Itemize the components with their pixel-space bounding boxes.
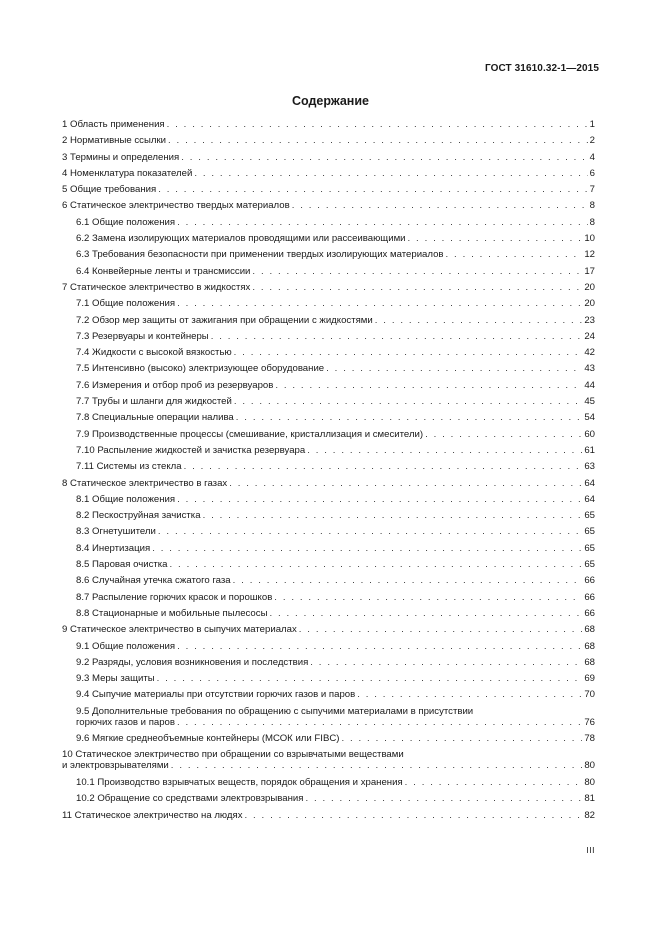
toc-entry[interactable] bbox=[62, 184, 595, 200]
toc-entry[interactable] bbox=[62, 749, 595, 777]
toc-entry-title: 4 Номенклатура показателей bbox=[62, 167, 193, 179]
dot-leader bbox=[275, 380, 582, 391]
toc-page-number: 4 bbox=[589, 151, 595, 163]
toc-page-number: 68 bbox=[584, 656, 595, 668]
dot-leader bbox=[234, 396, 582, 407]
toc-entry-title: 6.1 Общие положения bbox=[76, 216, 176, 228]
toc-entry[interactable] bbox=[62, 217, 595, 233]
toc-entry[interactable] bbox=[62, 624, 595, 640]
toc-page-number: 60 bbox=[584, 428, 595, 440]
toc-entry[interactable] bbox=[62, 689, 595, 705]
toc-entry-title: 1 Область применения bbox=[62, 119, 165, 130]
toc-entry-title: 6 Статическое электричество твердых материалов bbox=[62, 200, 290, 212]
toc-page-number: 7 bbox=[589, 184, 595, 196]
toc-entry-title: 8.7 Распыление горючих красок и порошков bbox=[76, 591, 273, 603]
toc-entry[interactable] bbox=[62, 733, 595, 749]
dot-leader bbox=[446, 249, 583, 260]
toc-page-number: 68 bbox=[584, 640, 595, 652]
toc-entry-title: 8 Статическое электричество в газах bbox=[62, 477, 228, 489]
toc-entry-title: 7.9 Производственные процессы (смешивание, кристаллизация и смесители) bbox=[76, 428, 424, 440]
toc-entry[interactable] bbox=[62, 429, 595, 445]
standard-designation: ГОСТ 31610.32-1—2015 bbox=[484, 63, 599, 74]
toc-page-number: 20 bbox=[584, 298, 595, 310]
toc-entry-title: 8.5 Паровая очистка bbox=[76, 559, 168, 571]
dot-leader bbox=[168, 135, 588, 146]
toc-entry[interactable] bbox=[62, 810, 595, 826]
toc-entry-title: 7.3 Резервуары и контейнеры bbox=[76, 330, 209, 342]
toc-page-number: 54 bbox=[584, 412, 595, 424]
toc-page-number: 61 bbox=[584, 444, 595, 456]
toc-entry[interactable] bbox=[62, 526, 595, 542]
toc-page-number: 65 bbox=[584, 510, 595, 522]
toc-page-number: 65 bbox=[584, 526, 595, 538]
toc-entry[interactable] bbox=[62, 777, 595, 793]
toc-entry[interactable] bbox=[62, 152, 595, 168]
toc-page-number: 81 bbox=[584, 793, 595, 805]
toc-page-number: 8 bbox=[589, 216, 595, 228]
dot-leader bbox=[236, 412, 583, 423]
toc-page-number: 66 bbox=[584, 591, 595, 603]
toc-page-number: 23 bbox=[584, 314, 595, 326]
toc-page-number: 2 bbox=[589, 135, 595, 147]
toc-page-number: 80 bbox=[584, 776, 595, 788]
toc-title: Содержание bbox=[291, 94, 369, 108]
toc-entry-title: 8.4 Инертизация bbox=[76, 542, 151, 554]
toc-page-number: 65 bbox=[584, 542, 595, 554]
dot-leader bbox=[170, 559, 583, 570]
toc-entry-title: 9.6 Мягкие среднеобъемные контейнеры (МСОК или FIBC) bbox=[76, 733, 340, 745]
toc-page-number: 64 bbox=[584, 493, 595, 505]
dot-leader bbox=[211, 331, 583, 342]
toc-entry-title: 9.1 Общие положения bbox=[76, 640, 176, 652]
dot-leader bbox=[245, 810, 583, 821]
toc-entry[interactable] bbox=[62, 706, 595, 734]
toc-entry-title: 8.2 Пескоструйная зачистка bbox=[76, 510, 201, 522]
toc-entry[interactable] bbox=[62, 315, 595, 331]
dot-leader bbox=[269, 608, 582, 619]
toc-entry[interactable] bbox=[62, 445, 595, 461]
toc-entry[interactable] bbox=[62, 249, 595, 265]
toc-page-number: 43 bbox=[584, 363, 595, 375]
toc-entry[interactable] bbox=[62, 673, 595, 689]
toc-entry-title: 3 Термины и определения bbox=[62, 151, 180, 163]
toc-entry-title: 10.1 Производство взрывчатых веществ, порядок обращения и хранения bbox=[76, 776, 403, 788]
dot-leader bbox=[194, 168, 587, 179]
toc-entry-title: 8.8 Стационарные и мобильные пылесосы bbox=[76, 607, 268, 619]
toc-page-number: 78 bbox=[584, 733, 595, 745]
toc-entry-title-continuation: и электровзрывателями bbox=[62, 760, 169, 772]
toc-entry-title: 7.5 Интенсивно (высоко) электризующее оборудование bbox=[76, 363, 325, 375]
dot-leader bbox=[158, 184, 587, 195]
dot-leader bbox=[357, 689, 582, 700]
toc-page-number: 66 bbox=[584, 607, 595, 619]
toc-entry[interactable] bbox=[62, 331, 595, 347]
toc-entry-title: 7.6 Измерения и отбор проб из резервуаров bbox=[76, 379, 274, 391]
toc-entry[interactable] bbox=[62, 461, 595, 477]
toc-page-number: 76 bbox=[584, 716, 595, 728]
toc-entry-title-continuation: горючих газов и паров bbox=[76, 716, 175, 728]
toc-entry[interactable] bbox=[62, 266, 595, 282]
toc-entry[interactable] bbox=[62, 608, 595, 624]
toc-page-number: 10 bbox=[584, 233, 595, 245]
dot-leader bbox=[171, 760, 583, 771]
dot-leader bbox=[167, 119, 588, 130]
toc-entry-title: 9.2 Разряды, условия возникновения и последствия bbox=[76, 656, 309, 668]
toc-entry-title: 7.11 Системы из стекла bbox=[76, 461, 182, 473]
toc-entry[interactable] bbox=[62, 363, 595, 379]
toc-entry[interactable] bbox=[62, 200, 595, 216]
toc-entry-title: 10 Статическое электричество при обращении со взрывчатыми веществами bbox=[62, 749, 404, 761]
dot-leader bbox=[408, 233, 583, 244]
toc-entry-title: 5 Общие требования bbox=[62, 184, 157, 196]
toc-entry-title: 7.10 Распыление жидкостей и зачистка резервуара bbox=[76, 444, 306, 456]
dot-leader bbox=[233, 575, 583, 586]
toc-entry-title: 8.1 Общие положения bbox=[76, 493, 176, 505]
toc-entry[interactable] bbox=[62, 119, 595, 135]
toc-entry[interactable] bbox=[62, 478, 595, 494]
toc-entry[interactable] bbox=[62, 298, 595, 314]
toc-entry[interactable] bbox=[62, 559, 595, 575]
dot-leader bbox=[274, 592, 582, 603]
toc-entry-title: 9 Статическое электричество в сыпучих материалах bbox=[62, 624, 297, 636]
page-number: III bbox=[586, 845, 595, 855]
toc-entry-title: 7.7 Трубы и шланги для жидкостей bbox=[76, 396, 232, 408]
dot-leader bbox=[177, 494, 582, 505]
dot-leader bbox=[425, 429, 582, 440]
toc-entry[interactable] bbox=[62, 641, 595, 657]
toc-page-number: 80 bbox=[584, 760, 595, 772]
toc-entry-title: 7.1 Общие положения bbox=[76, 298, 176, 310]
toc-entry-title: 6.2 Замена изолирующих материалов проводящими или рассеивающими bbox=[76, 233, 406, 245]
dot-leader bbox=[229, 478, 582, 489]
toc-page-number: 6 bbox=[589, 167, 595, 179]
toc-entry-title: 7.4 Жидкости с высокой вязкостью bbox=[76, 347, 232, 359]
toc-entry[interactable] bbox=[62, 412, 595, 428]
toc-page-number: 24 bbox=[584, 330, 595, 342]
dot-leader bbox=[405, 777, 583, 788]
dot-leader bbox=[177, 641, 582, 652]
toc-entry-title: 9.3 Меры защиты bbox=[76, 673, 155, 685]
toc-entry[interactable] bbox=[62, 135, 595, 151]
dot-leader bbox=[341, 733, 582, 744]
dot-leader bbox=[234, 347, 583, 358]
toc-entry-title: 7.2 Обзор мер защиты от зажигания при обращении с жидкостями bbox=[76, 314, 373, 326]
dot-leader bbox=[177, 217, 588, 228]
toc-page-number: 8 bbox=[589, 200, 595, 212]
toc-entry-title: 7 Статическое электричество в жидкостях bbox=[62, 281, 251, 293]
toc-page-number: 42 bbox=[584, 347, 595, 359]
toc-entry-title: 6.3 Требования безопасности при применении твердых изолирующих материалов bbox=[76, 249, 444, 261]
toc-page-number: 64 bbox=[584, 477, 595, 489]
toc-entry[interactable] bbox=[62, 347, 595, 363]
toc-page-number: 1 bbox=[589, 119, 595, 130]
toc-page-number: 44 bbox=[584, 379, 595, 391]
toc-entry-title: 8.6 Случайная утечка сжатого газа bbox=[76, 575, 231, 587]
toc-entry[interactable] bbox=[62, 575, 595, 591]
toc-page-number: 69 bbox=[584, 673, 595, 685]
toc-entry-title: 9.5 Дополнительные требования по обращению с сыпучими материалами в присутствии bbox=[76, 705, 474, 717]
toc-page-number: 20 bbox=[584, 281, 595, 293]
toc-entry[interactable] bbox=[62, 168, 595, 184]
toc-entry[interactable] bbox=[62, 396, 595, 412]
toc-page-number: 12 bbox=[584, 249, 595, 261]
table-of-contents bbox=[62, 119, 595, 826]
toc-page-number: 65 bbox=[584, 559, 595, 571]
dot-leader bbox=[181, 152, 587, 163]
dot-leader bbox=[177, 717, 582, 728]
toc-entry[interactable] bbox=[62, 510, 595, 526]
dot-leader bbox=[375, 315, 583, 326]
dot-leader bbox=[326, 363, 582, 374]
toc-entry[interactable] bbox=[62, 233, 595, 249]
toc-page-number: 17 bbox=[584, 265, 595, 277]
dot-leader bbox=[305, 793, 582, 804]
toc-entry-title: 8.3 Огнетушители bbox=[76, 526, 156, 538]
dot-leader bbox=[252, 282, 582, 293]
dot-leader bbox=[157, 673, 583, 684]
toc-entry-title: 10.2 Обращение со средствами электровзрывания bbox=[76, 793, 304, 805]
dot-leader bbox=[184, 461, 583, 472]
toc-entry[interactable] bbox=[62, 657, 595, 673]
toc-entry[interactable] bbox=[62, 494, 595, 510]
toc-entry-title: 11 Статическое электричество на людях bbox=[62, 809, 243, 821]
dot-leader bbox=[307, 445, 582, 456]
toc-page-number: 66 bbox=[584, 575, 595, 587]
dot-leader bbox=[158, 526, 582, 537]
toc-entry[interactable] bbox=[62, 543, 595, 559]
toc-page-number: 63 bbox=[584, 461, 595, 473]
dot-leader bbox=[152, 543, 582, 554]
toc-entry[interactable] bbox=[62, 793, 595, 809]
toc-page-number: 70 bbox=[584, 689, 595, 701]
dot-leader bbox=[299, 624, 583, 635]
toc-page-number: 68 bbox=[584, 624, 595, 636]
toc-entry[interactable] bbox=[62, 592, 595, 608]
dot-leader bbox=[310, 657, 582, 668]
toc-entry-title: 7.8 Специальные операции налива bbox=[76, 412, 234, 424]
toc-entry-title: 9.4 Сыпучие материалы при отсутствии горючих газов и паров bbox=[76, 689, 356, 701]
toc-entry[interactable] bbox=[62, 282, 595, 298]
dot-leader bbox=[203, 510, 583, 521]
toc-entry[interactable] bbox=[62, 380, 595, 396]
toc-page-number: 82 bbox=[584, 809, 595, 821]
dot-leader bbox=[252, 266, 582, 277]
toc-page-number: 45 bbox=[584, 396, 595, 408]
toc-entry-title: 2 Нормативные ссылки bbox=[62, 135, 167, 147]
dot-leader bbox=[177, 298, 582, 309]
toc-entry-title: 6.4 Конвейерные ленты и трансмиссии bbox=[76, 265, 251, 277]
dot-leader bbox=[292, 200, 588, 211]
